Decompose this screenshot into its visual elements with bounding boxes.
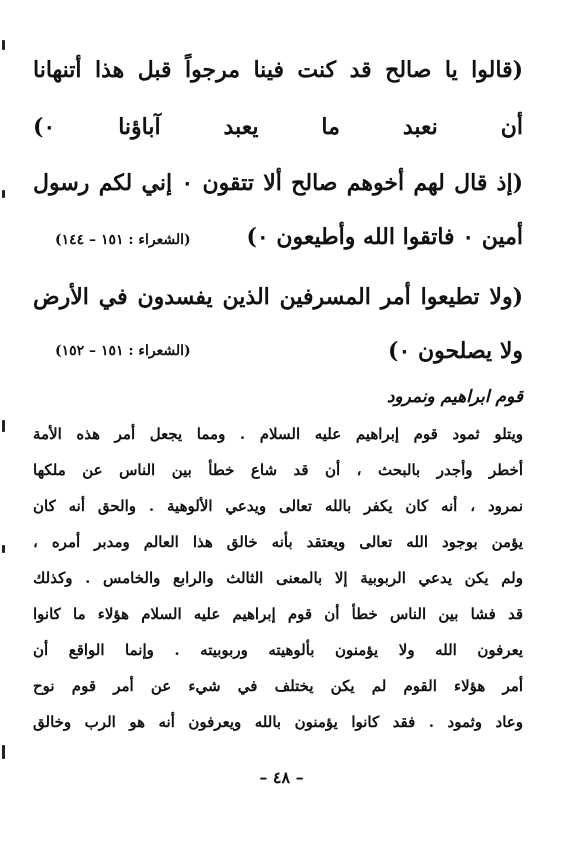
body-line: ويتلو ثمود قوم إبراهيم عليه السلام . ومما يجعل أمر هذه الأمة [33, 425, 523, 443]
verse-line: (ولا تطيعوا أمر المسرفين الذين يفسدون في الأرض [33, 284, 523, 310]
body-line: قد فشا بين الناس خطأ أن قوم إبراهيم عليه السلام هؤلاء ما كانوا [33, 605, 523, 623]
body-line: أخطر وأجدر بالبحث ، أن قد شاع خطأ بين الناس عن ملكها [33, 461, 523, 479]
verse-line: أمين ٠ فاتقوا الله وأطيعون ٠) [246, 224, 523, 250]
scan-margin-mark [2, 40, 5, 50]
body-line: ولم يكن يدعي الربوبية إلا بالمعنى الثالث والرابع والخامس . وكذلك [33, 569, 523, 587]
page-number: – ٤٨ – [259, 768, 304, 787]
verse-line: (قالوا يا صالح قد كنت فينا مرجواً قبل هذا أتنهانا [33, 57, 523, 83]
scan-margin-mark [2, 745, 5, 759]
body-line: يؤمن بوجود الله تعالى ويعتقد بأنه خالق هذا العالم ومدبر أمره ، [33, 533, 523, 551]
scan-margin-mark [2, 190, 5, 198]
body-line: أمر هؤلاء القوم لم يكن يختلف في شيء عن أمر قوم نوح [33, 677, 523, 695]
verse-reference: (الشعراء : ١٥١ – ١٤٤) [55, 232, 191, 248]
scan-margin-mark [2, 420, 5, 432]
section-heading: قوم ابراهيم ونمرود [386, 387, 523, 407]
verse-line: ولا يصلحون ٠) [388, 338, 523, 364]
verse-line: (إذ قال لهم أخوهم صالح ألا تتقون ٠ إني لكم رسول [33, 170, 523, 196]
verse-line: أن نعبد ما يعبد آباؤنا ٠) [33, 114, 523, 140]
verse-reference: (الشعراء : ١٥١ – ١٥٢) [55, 343, 191, 359]
body-line: نمرود ، أنه كان يكفر بالله تعالى ويدعي الألوهية . والحق أنه كان [33, 497, 523, 515]
scan-margin-mark [2, 545, 5, 553]
body-line: وعاد وثمود . فقد كانوا يؤمنون بالله ويعرفون أنه هو الرب وخالق [33, 713, 523, 731]
body-line: يعرفون الله ولا يؤمنون بألوهيته وربوبيته . وإنما الواقع أن [33, 641, 523, 659]
